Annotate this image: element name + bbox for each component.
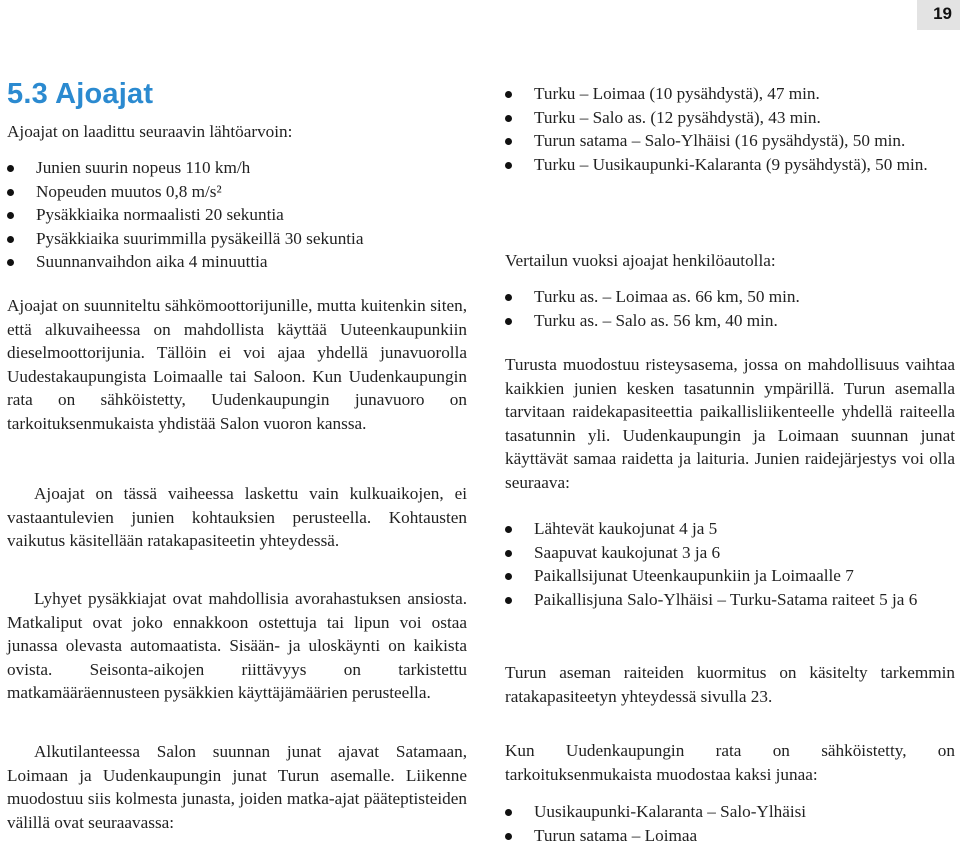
bullet-icon — [505, 91, 512, 98]
bullet-icon — [7, 189, 14, 196]
bullet-icon — [505, 162, 512, 169]
travel-times-list — [505, 82, 955, 176]
list-item: Saapuvat kaukojunat 3 ja 6 — [505, 541, 955, 565]
paragraph-1: Ajoajat on suunniteltu sähkömoottorijunille, mutta kuitenkin siten, että alkuvaiheessa on mahdollista käyttää Uuteenkaupunkiin dieselmoottorijunia. Tällöin ei voi ajaa yhdellä junavuorolla Uudestakaupungista Loimaalle tai Saloon. Kun Uudenkaupungin rata on sähköistetty, Uudenkaupungin junavuoro on tarkoituksenmukaista yhdistää Salon vuoron kanssa. — [7, 294, 467, 435]
car-times-list — [505, 285, 955, 332]
list-item: Uusikaupunki-Kalaranta – Salo-Ylhäisi — [505, 800, 955, 824]
bullet-icon — [505, 833, 512, 840]
bullet-icon — [505, 550, 512, 557]
paragraph-right-1: Turusta muodostuu risteysasema, jossa on mahdollisuus vaihtaa kaikkien junien kesken tasatunnin ympärillä. Turun asemalla tarvitaan raidekapasiteettia paikallisliikenteelle yhdellä raiteella tasatunnin yli. Uudenkaupungin ja Loimaan suunnan junat käyttävät samaa raidetta ja laituria. Junien raidejärjestys voi olla seuraava: — [505, 353, 955, 494]
bullet-icon — [505, 597, 512, 604]
paragraph-2: Ajoajat on tässä vaiheessa laskettu vain kulkuaikojen, ei vastaantulevien junien kohtauksien perusteella. Kohtausten vaikutus käsitellään ratakapasiteetin yhteydessä. — [7, 482, 467, 553]
list-item: Pysäkkiaika suurimmilla pysäkeillä 30 sekuntia — [7, 227, 467, 251]
trains-list — [505, 800, 955, 847]
compare-intro: Vertailun vuoksi ajoajat henkilöautolla: — [505, 249, 955, 273]
list-item: Turun satama – Loimaa — [505, 824, 955, 847]
page-number: 19 — [933, 4, 952, 24]
paragraph-4: Alkutilanteessa Salon suunnan junat ajavat Satamaan, Loimaan ja Uudenkaupungin junat Turun asemalle. Liikenne muodostuu siis kolmesta junasta, joiden matka-ajat pääteptisteiden välillä ovat seuraavassa: — [7, 740, 467, 834]
bullet-icon — [505, 809, 512, 816]
intro-text: Ajoajat on laadittu seuraavin lähtöarvoin: — [7, 120, 467, 144]
bullet-icon — [505, 294, 512, 301]
bullet-icon — [505, 526, 512, 533]
list-item: Lähtevät kaukojunat 4 ja 5 — [505, 517, 955, 541]
list-item: Turku as. – Salo as. 56 km, 40 min. — [505, 309, 955, 333]
track-order-list — [505, 517, 955, 611]
list-item: Turku as. – Loimaa as. 66 km, 50 min. — [505, 285, 955, 309]
paragraph-right-2: Turun aseman raiteiden kuormitus on käsitelty tarkemmin ratakapasiteetyn yhteydessä sivulla 23. — [505, 661, 955, 708]
list-item: Paikallsijunat Uteenkaupunkiin ja Loimaalle 7 — [505, 564, 955, 588]
bullet-icon — [7, 236, 14, 243]
list-item: Suunnanvaihdon aika 4 minuuttia — [7, 250, 467, 274]
bullet-icon — [505, 138, 512, 145]
list-item: Junien suurin nopeus 110 km/h — [7, 156, 467, 180]
list-item: Paikallisjuna Salo-Ylhäisi – Turku-Satama raiteet 5 ja 6 — [505, 588, 955, 612]
bullet-icon — [505, 573, 512, 580]
bullet-icon — [7, 259, 14, 266]
bullet-icon — [7, 212, 14, 219]
assumptions-list — [7, 156, 467, 274]
bullet-icon — [505, 115, 512, 122]
page-number-box — [917, 0, 960, 30]
bullet-icon — [7, 165, 14, 172]
list-item: Turku – Loimaa (10 pysähdystä), 47 min. — [505, 82, 955, 106]
list-item: Turku – Salo as. (12 pysähdystä), 43 min. — [505, 106, 955, 130]
list-item: Turun satama – Salo-Ylhäisi (16 pysähdystä), 50 min. — [505, 129, 955, 153]
paragraph-3: Lyhyet pysäkkiajat ovat mahdollisia avorahastuksen ansiosta. Matkaliput ovat joko ennakkoon ostettuja tai lipun voi ostaa junassa olevasta automaatista. Sisään- ja uloskäynti on kaikista ovista. Seisonta-aikojen riittävyys on tarkistettu matkamääräennusteen pysäkkien käyttäjämäärien perusteella. — [7, 587, 467, 705]
list-item: Turku – Uusikaupunki-Kalaranta (9 pysähdystä), 50 min. — [505, 153, 955, 177]
list-item: Pysäkkiaika normaalisti 20 sekuntia — [7, 203, 467, 227]
section-title: 5.3 Ajoajat — [7, 78, 153, 111]
bullet-icon — [505, 318, 512, 325]
list-item: Nopeuden muutos 0,8 m/s² — [7, 180, 467, 204]
paragraph-right-3: Kun Uudenkaupungin rata on sähköistetty, on tarkoituksenmukaista muodostaa kaksi junaa: — [505, 739, 955, 786]
